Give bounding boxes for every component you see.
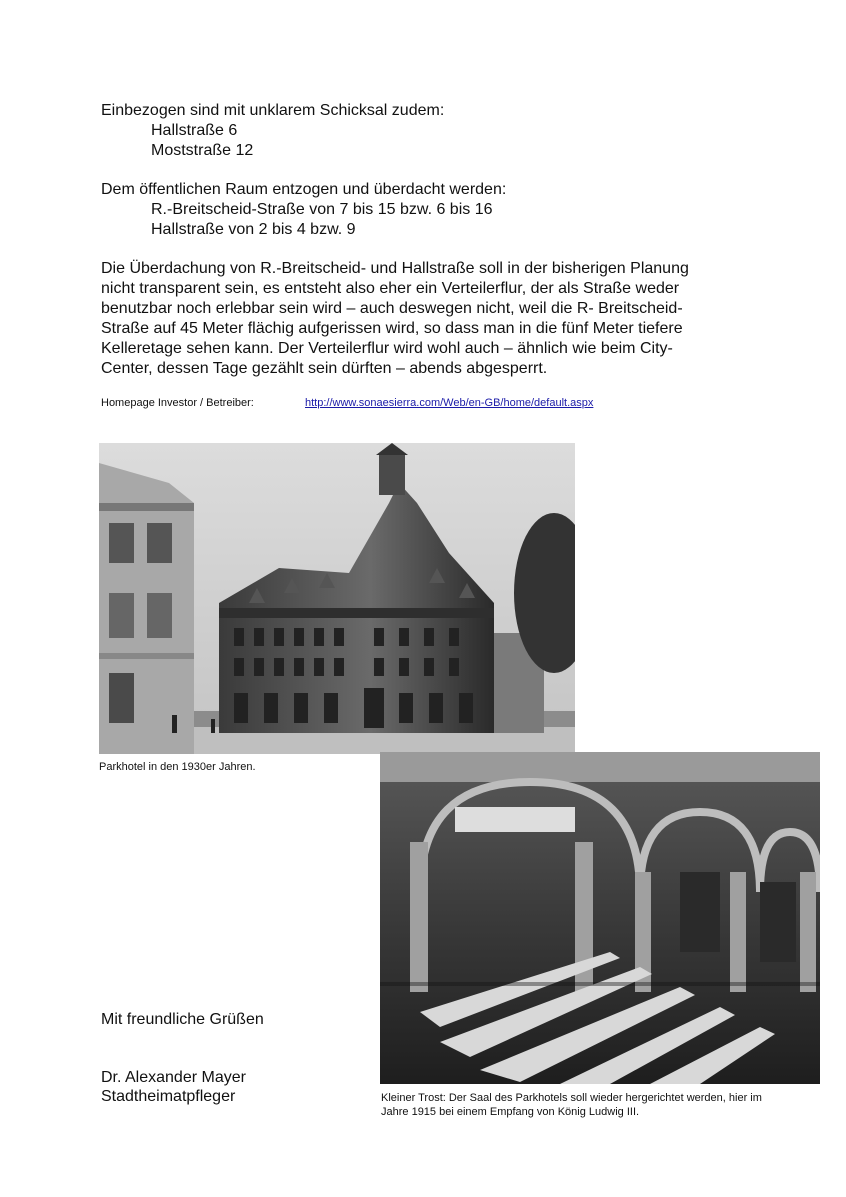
paragraph-line: Kelleretage sehen kann. Der Verteilerflur wird wohl auch – ähnlich wie beim City- bbox=[101, 340, 673, 357]
section1-item: Hallstraße 6 bbox=[151, 122, 238, 139]
parkhotel-hall-photo bbox=[380, 752, 820, 1084]
author-name: Dr. Alexander Mayer bbox=[101, 1069, 246, 1086]
section1-heading: Einbezogen sind mit unklarem Schicksal zudem: bbox=[101, 102, 445, 119]
paragraph-line: Straße auf 45 Meter flächig aufgerissen wird, so dass man in die fünf Meter tiefere bbox=[101, 320, 683, 337]
body-paragraph bbox=[101, 259, 689, 379]
parkhotel-exterior-photo bbox=[99, 443, 575, 754]
homepage-link[interactable]: http://www.sonaesierra.com/Web/en-GB/home/default.aspx bbox=[305, 397, 594, 409]
section2-item: R.-Breitscheid-Straße von 7 bis 15 bzw. 6 bis 16 bbox=[151, 201, 493, 218]
photo2-caption-line: Kleiner Trost: Der Saal des Parkhotels soll wieder hergerichtet werden, hier im bbox=[381, 1092, 762, 1104]
paragraph-line: Die Überdachung von R.-Breitscheid- und Hallstraße soll in der bisherigen Planung bbox=[101, 260, 689, 277]
photo1-caption: Parkhotel in den 1930er Jahren. bbox=[99, 761, 256, 773]
photo2-caption bbox=[381, 1091, 762, 1119]
section2-item: Hallstraße von 2 bis 4 bzw. 9 bbox=[151, 221, 356, 238]
closing-greeting: Mit freundliche Grüßen bbox=[101, 1011, 264, 1028]
paragraph-line: nicht transparent sein, es entsteht also eher ein Verteilerflur, der als Straße weder bbox=[101, 280, 680, 297]
section2-heading: Dem öffentlichen Raum entzogen und überdacht werden: bbox=[101, 181, 507, 198]
author-title: Stadtheimatpfleger bbox=[101, 1088, 236, 1105]
paragraph-line: Center, dessen Tage gezählt sein dürften – abends abgesperrt. bbox=[101, 360, 548, 377]
photo2-caption-line: Jahre 1915 bei einem Empfang von König Ludwig III. bbox=[381, 1106, 640, 1118]
section1-item: Moststraße 12 bbox=[151, 142, 254, 159]
paragraph-line: benutzbar noch erlebbar sein wird – auch deswegen nicht, weil die R- Breitscheid- bbox=[101, 300, 683, 317]
homepage-label: Homepage Investor / Betreiber: bbox=[101, 397, 254, 409]
